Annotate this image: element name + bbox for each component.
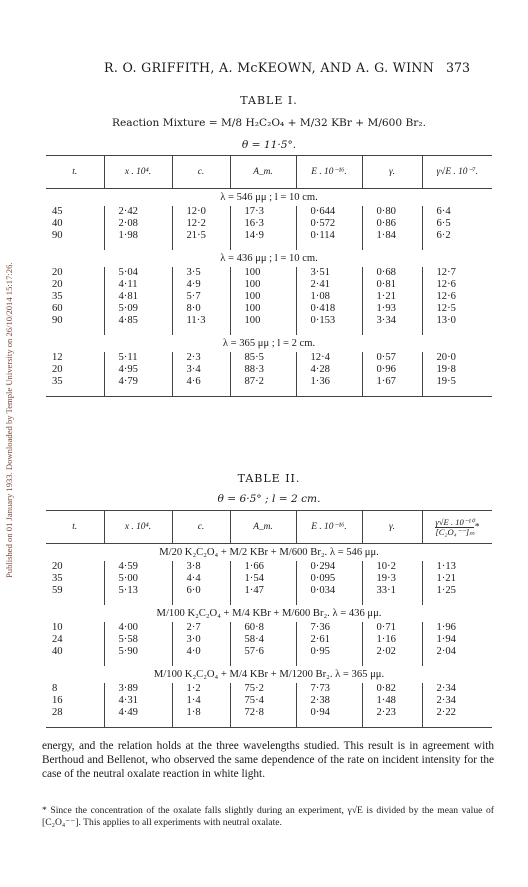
- table-cell: 19·3: [362, 573, 422, 585]
- table-cell: 87·2: [230, 376, 296, 388]
- table-cell: 1·98: [104, 230, 172, 242]
- table2-header-fraction: [435, 518, 474, 537]
- table-cell: 6·0: [172, 585, 230, 597]
- fraction-denominator: [C₂O₄⁻⁻]ₘ: [435, 526, 475, 537]
- table-cell: 4·0: [172, 646, 230, 658]
- table1-header-gamma: γ.: [362, 156, 422, 189]
- table2-header-x: x . 10⁴.: [104, 511, 172, 544]
- table-cell: 4·4: [172, 573, 230, 585]
- table2: [46, 510, 492, 728]
- table-cell: 0·68: [362, 267, 422, 279]
- table-row: [46, 279, 492, 291]
- table-cell: 10: [52, 622, 63, 633]
- table-cell: 12: [52, 352, 63, 363]
- table-cell: 0·418: [296, 303, 362, 315]
- table-cell: 100: [230, 303, 296, 315]
- table-cell: 57·6: [230, 646, 296, 658]
- table-row: [46, 376, 492, 388]
- table-cell: 100: [230, 315, 296, 327]
- table-cell: 19·5: [422, 376, 492, 388]
- table-cell: 1·36: [296, 376, 362, 388]
- table-row: [46, 573, 492, 585]
- table-cell: 4·11: [104, 279, 172, 291]
- table-cell: 3·51: [296, 267, 362, 279]
- table-cell: 2·3: [172, 352, 230, 364]
- footnote: * Since the concentration of the oxalate falls slightly during an experiment, γ√E is divided by the mean value of [C₂O₄⁻⁻]. This applies to all experiments with neutral oxalate.: [42, 805, 494, 828]
- table-cell: 100: [230, 291, 296, 303]
- table2-header-am: A_m.: [230, 511, 296, 544]
- section-label: M/100 K₂C₂O₄ + M/4 KBr + M/600 Br₂. λ = 436 μμ.: [156, 608, 382, 619]
- table2-header-ratio: [422, 511, 492, 544]
- table-cell: 40: [52, 646, 63, 657]
- table-row: [46, 634, 492, 646]
- table1-title: TABLE I.: [240, 94, 298, 107]
- table-cell: 10·2: [362, 561, 422, 573]
- table-cell: 1·84: [362, 230, 422, 242]
- table-cell: 1·16: [362, 634, 422, 646]
- table-cell: 7·36: [296, 622, 362, 634]
- table-cell: 0·95: [296, 646, 362, 658]
- table-cell: 0·82: [362, 683, 422, 695]
- table-row: [46, 206, 492, 218]
- table-cell: 4·81: [104, 291, 172, 303]
- table-cell: 1·54: [230, 573, 296, 585]
- table-cell: 2·08: [104, 218, 172, 230]
- table-cell: 90: [52, 230, 63, 241]
- table-cell: 1·47: [230, 585, 296, 597]
- table-cell: 2·38: [296, 695, 362, 707]
- table-cell: 0·294: [296, 561, 362, 573]
- table-cell: 13·0: [422, 315, 492, 327]
- table-row: [46, 315, 492, 327]
- table-cell: 4·49: [104, 707, 172, 719]
- table-cell: 20: [52, 561, 63, 572]
- table-cell: 21·5: [172, 230, 230, 242]
- table-row: [46, 291, 492, 303]
- table-cell: 100: [230, 267, 296, 279]
- table-row: [46, 707, 492, 719]
- table-row: [46, 230, 492, 242]
- table-row: [46, 561, 492, 573]
- table1-header-c: c.: [172, 156, 230, 189]
- table-cell: 16·3: [230, 218, 296, 230]
- table-cell: 35: [52, 573, 63, 584]
- section-label: λ = 546 μμ ; l = 10 cm.: [220, 192, 318, 203]
- table-cell: 1·8: [172, 707, 230, 719]
- table-cell: 90: [52, 315, 63, 326]
- table-cell: 35: [52, 376, 63, 387]
- table-cell: 75·2: [230, 683, 296, 695]
- table-cell: 6·2: [422, 230, 492, 242]
- section-label: M/20 K₂C₂O₄ + M/2 KBr + M/600 Br₂. λ = 546 μμ.: [159, 547, 379, 558]
- table-cell: 7·73: [296, 683, 362, 695]
- table1-header-am: A_m.: [230, 156, 296, 189]
- table-cell: 12·2: [172, 218, 230, 230]
- table-cell: 72·8: [230, 707, 296, 719]
- table1-temperature: θ = 11·5°.: [241, 139, 297, 151]
- table-cell: 1·94: [422, 634, 492, 646]
- table-cell: 3·4: [172, 364, 230, 376]
- table-cell: 1·21: [422, 573, 492, 585]
- table-cell: 0·114: [296, 230, 362, 242]
- table-cell: 2·22: [422, 707, 492, 719]
- table-cell: 12·4: [296, 352, 362, 364]
- table2-header-t: t.: [46, 511, 104, 544]
- table-cell: 20: [52, 364, 63, 375]
- table-cell: 2·34: [422, 695, 492, 707]
- table-row: [46, 683, 492, 695]
- table-cell: 75·4: [230, 695, 296, 707]
- footnote-marker: *: [474, 522, 480, 533]
- table-cell: 0·572: [296, 218, 362, 230]
- table-cell: 3·8: [172, 561, 230, 573]
- table1-header-t: t.: [46, 156, 104, 189]
- table-row: [46, 646, 492, 658]
- table1-header-x: x . 10⁴.: [104, 156, 172, 189]
- table1-header-e: E . 10⁻¹⁶.: [296, 156, 362, 189]
- table-cell: 1·21: [362, 291, 422, 303]
- table-cell: 5·00: [104, 573, 172, 585]
- table-cell: 24: [52, 634, 63, 645]
- table-cell: 2·34: [422, 683, 492, 695]
- table2-title: TABLE II.: [237, 472, 301, 485]
- table-cell: 58·4: [230, 634, 296, 646]
- table-cell: 20: [52, 267, 63, 278]
- page-number: 373: [445, 60, 470, 75]
- section-label: λ = 436 μμ ; l = 10 cm.: [220, 253, 318, 264]
- table-cell: 45: [52, 206, 63, 217]
- table-cell: 5·7: [172, 291, 230, 303]
- table-cell: 5·58: [104, 634, 172, 646]
- body-paragraph: energy, and the relation holds at the three wavelengths studied. This result is in agreement with Berthoud and Bellenot, who observed the same dependence of the rate on incident intensity for the case of the neutral oxalate reaction in white light.: [42, 740, 494, 781]
- table-cell: 1·25: [422, 585, 492, 597]
- table-cell: 2·04: [422, 646, 492, 658]
- table-cell: 20·0: [422, 352, 492, 364]
- table-cell: 33·1: [362, 585, 422, 597]
- section-label: M/100 K₂C₂O₄ + M/4 KBr + M/1200 Br₂. λ = 365 μμ.: [153, 669, 385, 680]
- table-cell: 1·96: [422, 622, 492, 634]
- table1: [46, 155, 492, 397]
- table-cell: 6·4: [422, 206, 492, 218]
- table-cell: 60·8: [230, 622, 296, 634]
- table-cell: 8: [52, 683, 58, 694]
- table-row: [46, 585, 492, 597]
- table-cell: 1·4: [172, 695, 230, 707]
- table-cell: 4·31: [104, 695, 172, 707]
- table-cell: 5·09: [104, 303, 172, 315]
- table-cell: 5·90: [104, 646, 172, 658]
- table1-reaction-mixture: Reaction Mixture = M/8 H₂C₂O₄ + M/32 KBr + M/600 Br₂.: [112, 117, 426, 129]
- table-cell: 1·93: [362, 303, 422, 315]
- table-cell: 85·5: [230, 352, 296, 364]
- table-row: [46, 695, 492, 707]
- table-cell: 20: [52, 279, 63, 290]
- table-row: [46, 303, 492, 315]
- table-cell: 3·34: [362, 315, 422, 327]
- table-cell: 19·8: [422, 364, 492, 376]
- table2-conditions: θ = 6·5° ; l = 2 cm.: [217, 493, 321, 505]
- table-cell: 8·0: [172, 303, 230, 315]
- table2-header-gamma: γ.: [362, 511, 422, 544]
- section-label: λ = 365 μμ ; l = 2 cm.: [222, 338, 316, 349]
- table-row: [46, 218, 492, 230]
- table-cell: 4·59: [104, 561, 172, 573]
- table1-header-gamma-root-e: γ√E . 10⁻⁷.: [422, 156, 492, 189]
- table-cell: 40: [52, 218, 63, 229]
- table-cell: 16: [52, 695, 63, 706]
- table-cell: 14·9: [230, 230, 296, 242]
- table-cell: 12·0: [172, 206, 230, 218]
- table-row: [46, 352, 492, 364]
- table-cell: 3·89: [104, 683, 172, 695]
- table-cell: 1·48: [362, 695, 422, 707]
- table-cell: 2·02: [362, 646, 422, 658]
- table-cell: 4·6: [172, 376, 230, 388]
- table-cell: 11·3: [172, 315, 230, 327]
- table-cell: 5·11: [104, 352, 172, 364]
- table-cell: 0·034: [296, 585, 362, 597]
- table-cell: 0·095: [296, 573, 362, 585]
- table-cell: 2·42: [104, 206, 172, 218]
- table-cell: 4·79: [104, 376, 172, 388]
- table-cell: 4·9: [172, 279, 230, 291]
- table-cell: 0·644: [296, 206, 362, 218]
- table-cell: 12·6: [422, 291, 492, 303]
- table-cell: 12·7: [422, 267, 492, 279]
- table-cell: 0·86: [362, 218, 422, 230]
- table-cell: 28: [52, 707, 63, 718]
- table-cell: 2·7: [172, 622, 230, 634]
- table-cell: 0·96: [362, 364, 422, 376]
- table-cell: 12·6: [422, 279, 492, 291]
- table-cell: 12·5: [422, 303, 492, 315]
- table2-header-e: E . 10⁻¹⁶.: [296, 511, 362, 544]
- table-cell: 5·04: [104, 267, 172, 279]
- table-cell: 0·80: [362, 206, 422, 218]
- table-cell: 2·23: [362, 707, 422, 719]
- table-cell: 0·71: [362, 622, 422, 634]
- fraction-numerator: γ√E . 10⁻¹⁰: [435, 516, 475, 527]
- table-cell: 0·81: [362, 279, 422, 291]
- table-cell: 2·61: [296, 634, 362, 646]
- table-row: [46, 267, 492, 279]
- table-cell: 35: [52, 291, 63, 302]
- table-cell: 3·5: [172, 267, 230, 279]
- table-cell: 0·57: [362, 352, 422, 364]
- table-row: [46, 622, 492, 634]
- table-cell: 59: [52, 585, 63, 596]
- table-cell: 17·3: [230, 206, 296, 218]
- table-cell: 1·66: [230, 561, 296, 573]
- running-header-authors: R. O. GRIFFITH, A. McKEOWN, AND A. G. WINN: [104, 60, 435, 75]
- table-cell: 1·67: [362, 376, 422, 388]
- table-cell: 60: [52, 303, 63, 314]
- table-cell: 4·28: [296, 364, 362, 376]
- table-row: [46, 364, 492, 376]
- table-cell: 6·5: [422, 218, 492, 230]
- table-cell: 100: [230, 279, 296, 291]
- publication-watermark: Published on 01 January 1933. Downloaded by Temple University on 26/10/2014 15:17:26.: [4, 262, 14, 578]
- table-cell: 4·00: [104, 622, 172, 634]
- table-cell: 4·95: [104, 364, 172, 376]
- table-cell: 0·94: [296, 707, 362, 719]
- table-cell: 1·2: [172, 683, 230, 695]
- table-cell: 88·3: [230, 364, 296, 376]
- table-cell: 4·85: [104, 315, 172, 327]
- table2-header-c: c.: [172, 511, 230, 544]
- table-cell: 1·08: [296, 291, 362, 303]
- table-cell: 3·0: [172, 634, 230, 646]
- table-cell: 0·153: [296, 315, 362, 327]
- table-cell: 2·41: [296, 279, 362, 291]
- table-cell: 5·13: [104, 585, 172, 597]
- table-cell: 1·13: [422, 561, 492, 573]
